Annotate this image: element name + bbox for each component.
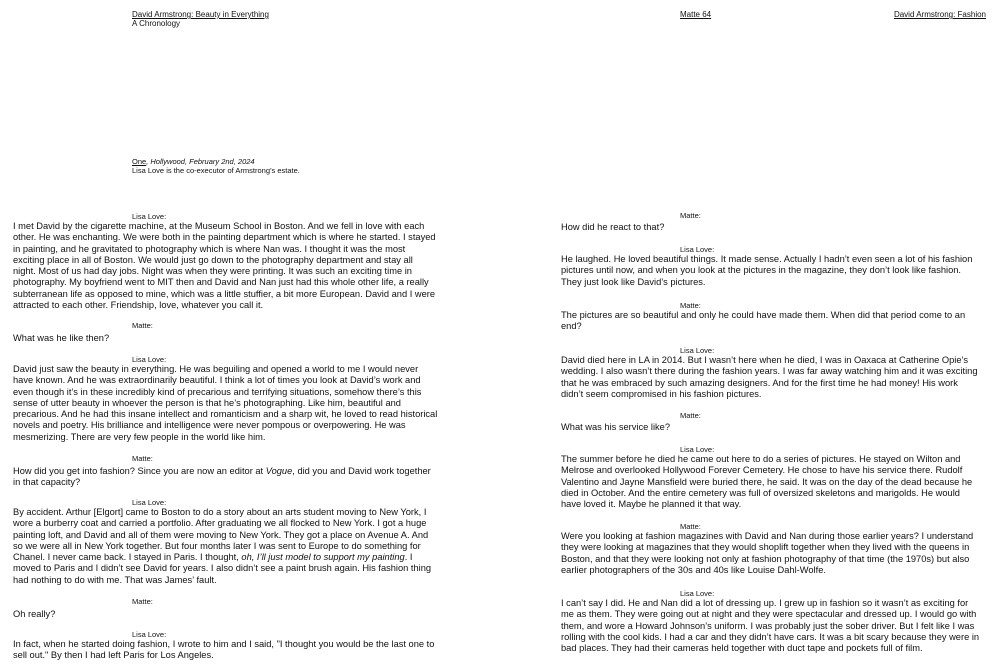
interview-question: What was he like then? <box>13 333 110 343</box>
speaker-label: Matte: <box>132 454 153 463</box>
interview-answer: I can’t say I did. He and Nan did a lot of dressing up. I grew up in fashion so it wasn’t as exciting for me as them. They were going out at night and they were spectacular and dressed up. I would go with them, and wore a Howard Johnson’s uniform. I was probably just the sober driver. But I felt like I was rolling with the cool kids. I had a car and they didn’t have cars. It was a bit scary because they were in bad places. They had their cameras held together with duct tape and pockets full of film. <box>561 598 980 654</box>
interview-answer: David just saw the beauty in everything. He was beguiling and opened a world to me I would never have known. And he was extraordinarily beautiful. I think a lot of times you look at David’s work and even though it’s in these incredibly kind of precarious and terrifying situations, somehow there’s this sense of utter beauty in whoever the person is that he’s photographing. Like him, beautiful and precarious. And he had this insane intellect and romanticism and a sharp wit, he loved to read historical novels and poetry. His brilliance and intelligence were never pompous or overpowering. He was mesmerizing. There are very few people in the world like him. <box>13 364 438 442</box>
interview-question: Oh really? <box>13 609 56 619</box>
speaker-label: Matte: <box>680 522 701 531</box>
speaker-label: Matte: <box>132 597 153 606</box>
interview-question: How did you get into fashion? Since you are now an editor at Vogue, did you and David work together in that capacity? <box>13 466 431 488</box>
speaker-label: Lisa Love: <box>680 346 715 355</box>
interview-answer: By accident. Arthur [Elgort] came to Boston to do a story about an arts student moving to New York, I wore a burberry coat and carried a portfolio. After graduating we all flocked to New York. I got a huge painting loft, and David and all of them were moving to New York. They got a place on Avenue A. And so we were all in New York together. But four months later I was sent to Europe to do something for Chanel. I never came back. I stayed in Paris. I thought, oh, I’ll just model to support my painting. I moved to Paris and I didn’t see David for years. I also didn’t see a paint brush again. His fashion thing had nothing to do with me. That was James’ fault. <box>13 507 432 585</box>
speaker-label: Lisa Love: <box>680 589 715 598</box>
speaker-label: Lisa Love: <box>680 445 715 454</box>
speaker-label: Matte: <box>680 211 701 220</box>
interview-answer: In fact, when he started doing fashion, I wrote to him and I said, "I thought you would be the last one to sell out." By then I had left Paris for Los Angeles. <box>13 639 435 661</box>
interview-question: How did he react to that? <box>561 222 665 232</box>
book-title-link[interactable]: David Armstrong: Beauty in Everything <box>132 10 269 19</box>
issue-link[interactable]: Matte 64 <box>680 10 712 19</box>
section-heading <box>132 157 300 175</box>
interview-question: What was his service like? <box>561 422 671 432</box>
speaker-label: Matte: <box>680 301 701 310</box>
header-right <box>894 10 986 19</box>
interview-answer: I met David by the cigarette machine, at the Museum School in Boston. And we fell in love with each other. He was enchanting. We were both in the painting department which is where he started. I stayed in painting, and he gravitated to photography which is where Nan was. I thought it was the most exciting place in all of Boston. We would just go down to the photography department and stay all night. Most of us had day jobs. Night was when they were printing. It was such an exciting time in photography. My boyfriend went to MIT then and David and Nan just had this whole other life, a really subterranean life as opposed to mine, which was a little stuffier, a bit more European. David and I were attracted to each other. Friendship, love, whatever you call it. <box>13 221 436 311</box>
section-place-date: , Hollywood, February 2nd, 2024 <box>146 157 255 166</box>
speaker-label: Lisa Love: <box>132 630 167 639</box>
speaker-label: Lisa Love: <box>132 355 167 364</box>
speaker-label: Matte: <box>132 321 153 330</box>
section-number: One <box>132 157 147 166</box>
header-issue <box>680 10 711 19</box>
header-left <box>132 10 269 28</box>
section-note: Lisa Love is the co-executor of Armstrong’s estate. <box>132 166 300 175</box>
interview-answer: David died here in LA in 2014. But I wasn’t here when he died, I was in Oaxaca at Catherine Opie’s wedding. I also wasn’t there during the fashion years. I was far away watching him and it was exciting that he was embraced by such amazing designers. And for the first time he had money! His work didn’t seem compromised in his fashion pictures. <box>561 355 978 399</box>
speaker-label: Lisa Love: <box>132 212 167 221</box>
speaker-label: Lisa Love: <box>680 245 715 254</box>
speaker-label: Matte: <box>680 411 701 420</box>
interview-answer: He laughed. He loved beautiful things. It made sense. Actually I hadn’t even seen a lot of his fashion pictures until now, and when you look at the pictures in the magazine, they don’t look like fashion. They just look like David’s pictures. <box>561 254 973 287</box>
section-title-link[interactable]: David Armstrong: Fashion <box>893 10 986 19</box>
interview-answer: The summer before he died he came out here to do a series of pictures. He stayed on Wilton and Melrose and overlooked Hollywood Forever Cemetery. He chose to have his service there. Rudolf Valentino and Jayne Mansfield were buried there, he said. It was on the day of the dead because he died in October. And the entire cemetery was full of oversized skeletons and marigolds. He would have loved it. Maybe he planned it that way. <box>561 454 973 510</box>
book-subtitle: A Chronology <box>132 19 181 28</box>
interview-question: The pictures are so beautiful and only he could have made them. When did that period come to an end? <box>561 310 966 332</box>
speaker-label: Lisa Love: <box>132 498 167 507</box>
interview-question: Were you looking at fashion magazines with David and Nan during those earlier years? I understand they were looking at magazines that they would shoplift together when they lived with the queens in Boston, and that they were looking not only at fashion photography of that time (the 1970s) but also earlier photographers of the 30s and 40s like Louise Dahl-Wolfe. <box>561 531 974 575</box>
